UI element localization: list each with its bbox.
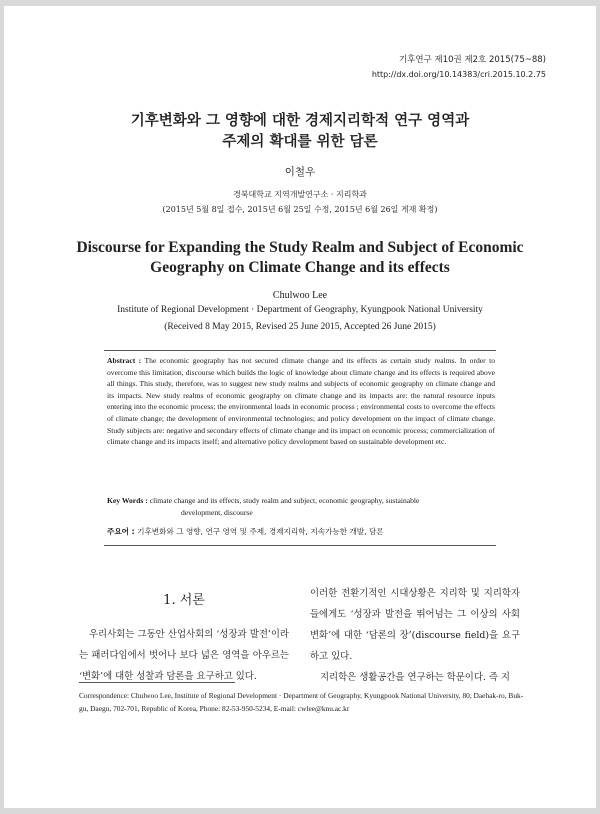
english-title-line2: Geography on Climate Change and its effects [150,259,450,276]
abstract-top-rule [104,350,496,351]
english-dates: (Received 8 May 2015, Revised 25 June 2015, Accepted 26 June 2015) [164,322,436,332]
left-column [79,624,289,687]
korean-keywords-label: 주요어 : [107,527,135,536]
abstract [107,355,495,448]
abstract-label: Abstract : [107,356,142,365]
abstract-text: The economic geography has not secured climate change and its effects as certain study realms. In order to overcome this limitation, discourse which builds the logic of knowledge about climate change and its effects is required above all things. This study, therefore, was to suggest new study realms and subjects of economic geography on climate change and its impacts. New study realms of economic geography on climate change and its impacts are: the natural resource inputs entering into the economic process; the environmental loads in economic process ; environmental costs to overcome the effects of climate change; the development of environmental technologies; and policy development on the impact of climate change. Study subjects are: negative and secondary effects of climate change and its impact on economic process; commercialization of climate change and its impacts itself; and alternative policy development based on sustainable development etc. [107,356,496,447]
korean-title-line1: 기후변화와 그 영향에 대한 경제지리학적 연구 영역과 [130,113,470,129]
right-column [310,583,520,688]
keywords [107,495,495,518]
korean-affiliation: 경북대학교 지역개발연구소 · 지리학과 [233,190,367,199]
footnote-rule [79,682,235,683]
korean-title-line2: 주제의 확대를 위한 담론 [222,134,378,150]
journal-citation: 기후연구 제10권 제2호 2015(75~88) [398,55,546,65]
doi-link[interactable]: http://dx.doi.org/10.14383/cri.2015.10.2.75 [371,70,546,79]
korean-author: 이철우 [284,166,316,178]
keywords-label: Key Words : [107,496,148,505]
abstract-bottom-rule [104,545,496,546]
keywords-line1: climate change and its effects, study realm and subject, economic geography, sustainable [149,496,420,505]
korean-keywords-text: 기후변화와 그 영향, 연구 영역 및 주제, 경제지리학, 지속가능한 개발, 담론 [137,527,384,536]
korean-keywords [107,526,495,537]
section-title: 1. 서론 [163,593,205,608]
korean-dates: (2015년 5월 8일 접수, 2015년 6월 25일 수정, 2015년 6월 26일 게재 확정) [162,205,438,214]
right-paragraph-1: 이러한 전환기적인 시대상황은 지리학 및 지리학자들에게도 ‘성장과 발전을 뛰어넘는 그 이상의 사회변화’에 대한 ‘담론의 장’(discourse field)을 요구하고 있다. [310,588,520,662]
english-affiliation: Institute of Regional Development · Department of Geography, Kyungpook National University [117,305,483,315]
footnote: Correspondence: Chulwoo Lee, Institute of Regional Development · Department of Geography, Kyungpook National University, 80, Daehak-ro, Buk-gu, Daegu, 702-701, Republic of Korea, Phone: 82-53-950-5234, E-mail: cwlee@knu.ac.kr [79,691,524,713]
paper-page [4,6,596,808]
keywords-line2: development, discourse [181,507,253,517]
english-title-line1: Discourse for Expanding the Study Realm and Subject of Economic [76,239,524,256]
right-paragraph-2: 지리학은 생활공간을 연구하는 학문이다. 즉 지 [320,672,510,683]
left-paragraph: 우리사회는 그동안 산업사회의 ‘성장과 발전’이라는 패러다임에서 벗어나 보다 넓은 영역을 아우르는 ‘변화’에 대한 성찰과 담론을 요구하고 있다. [79,629,289,682]
english-author: Chulwoo Lee [272,290,328,301]
